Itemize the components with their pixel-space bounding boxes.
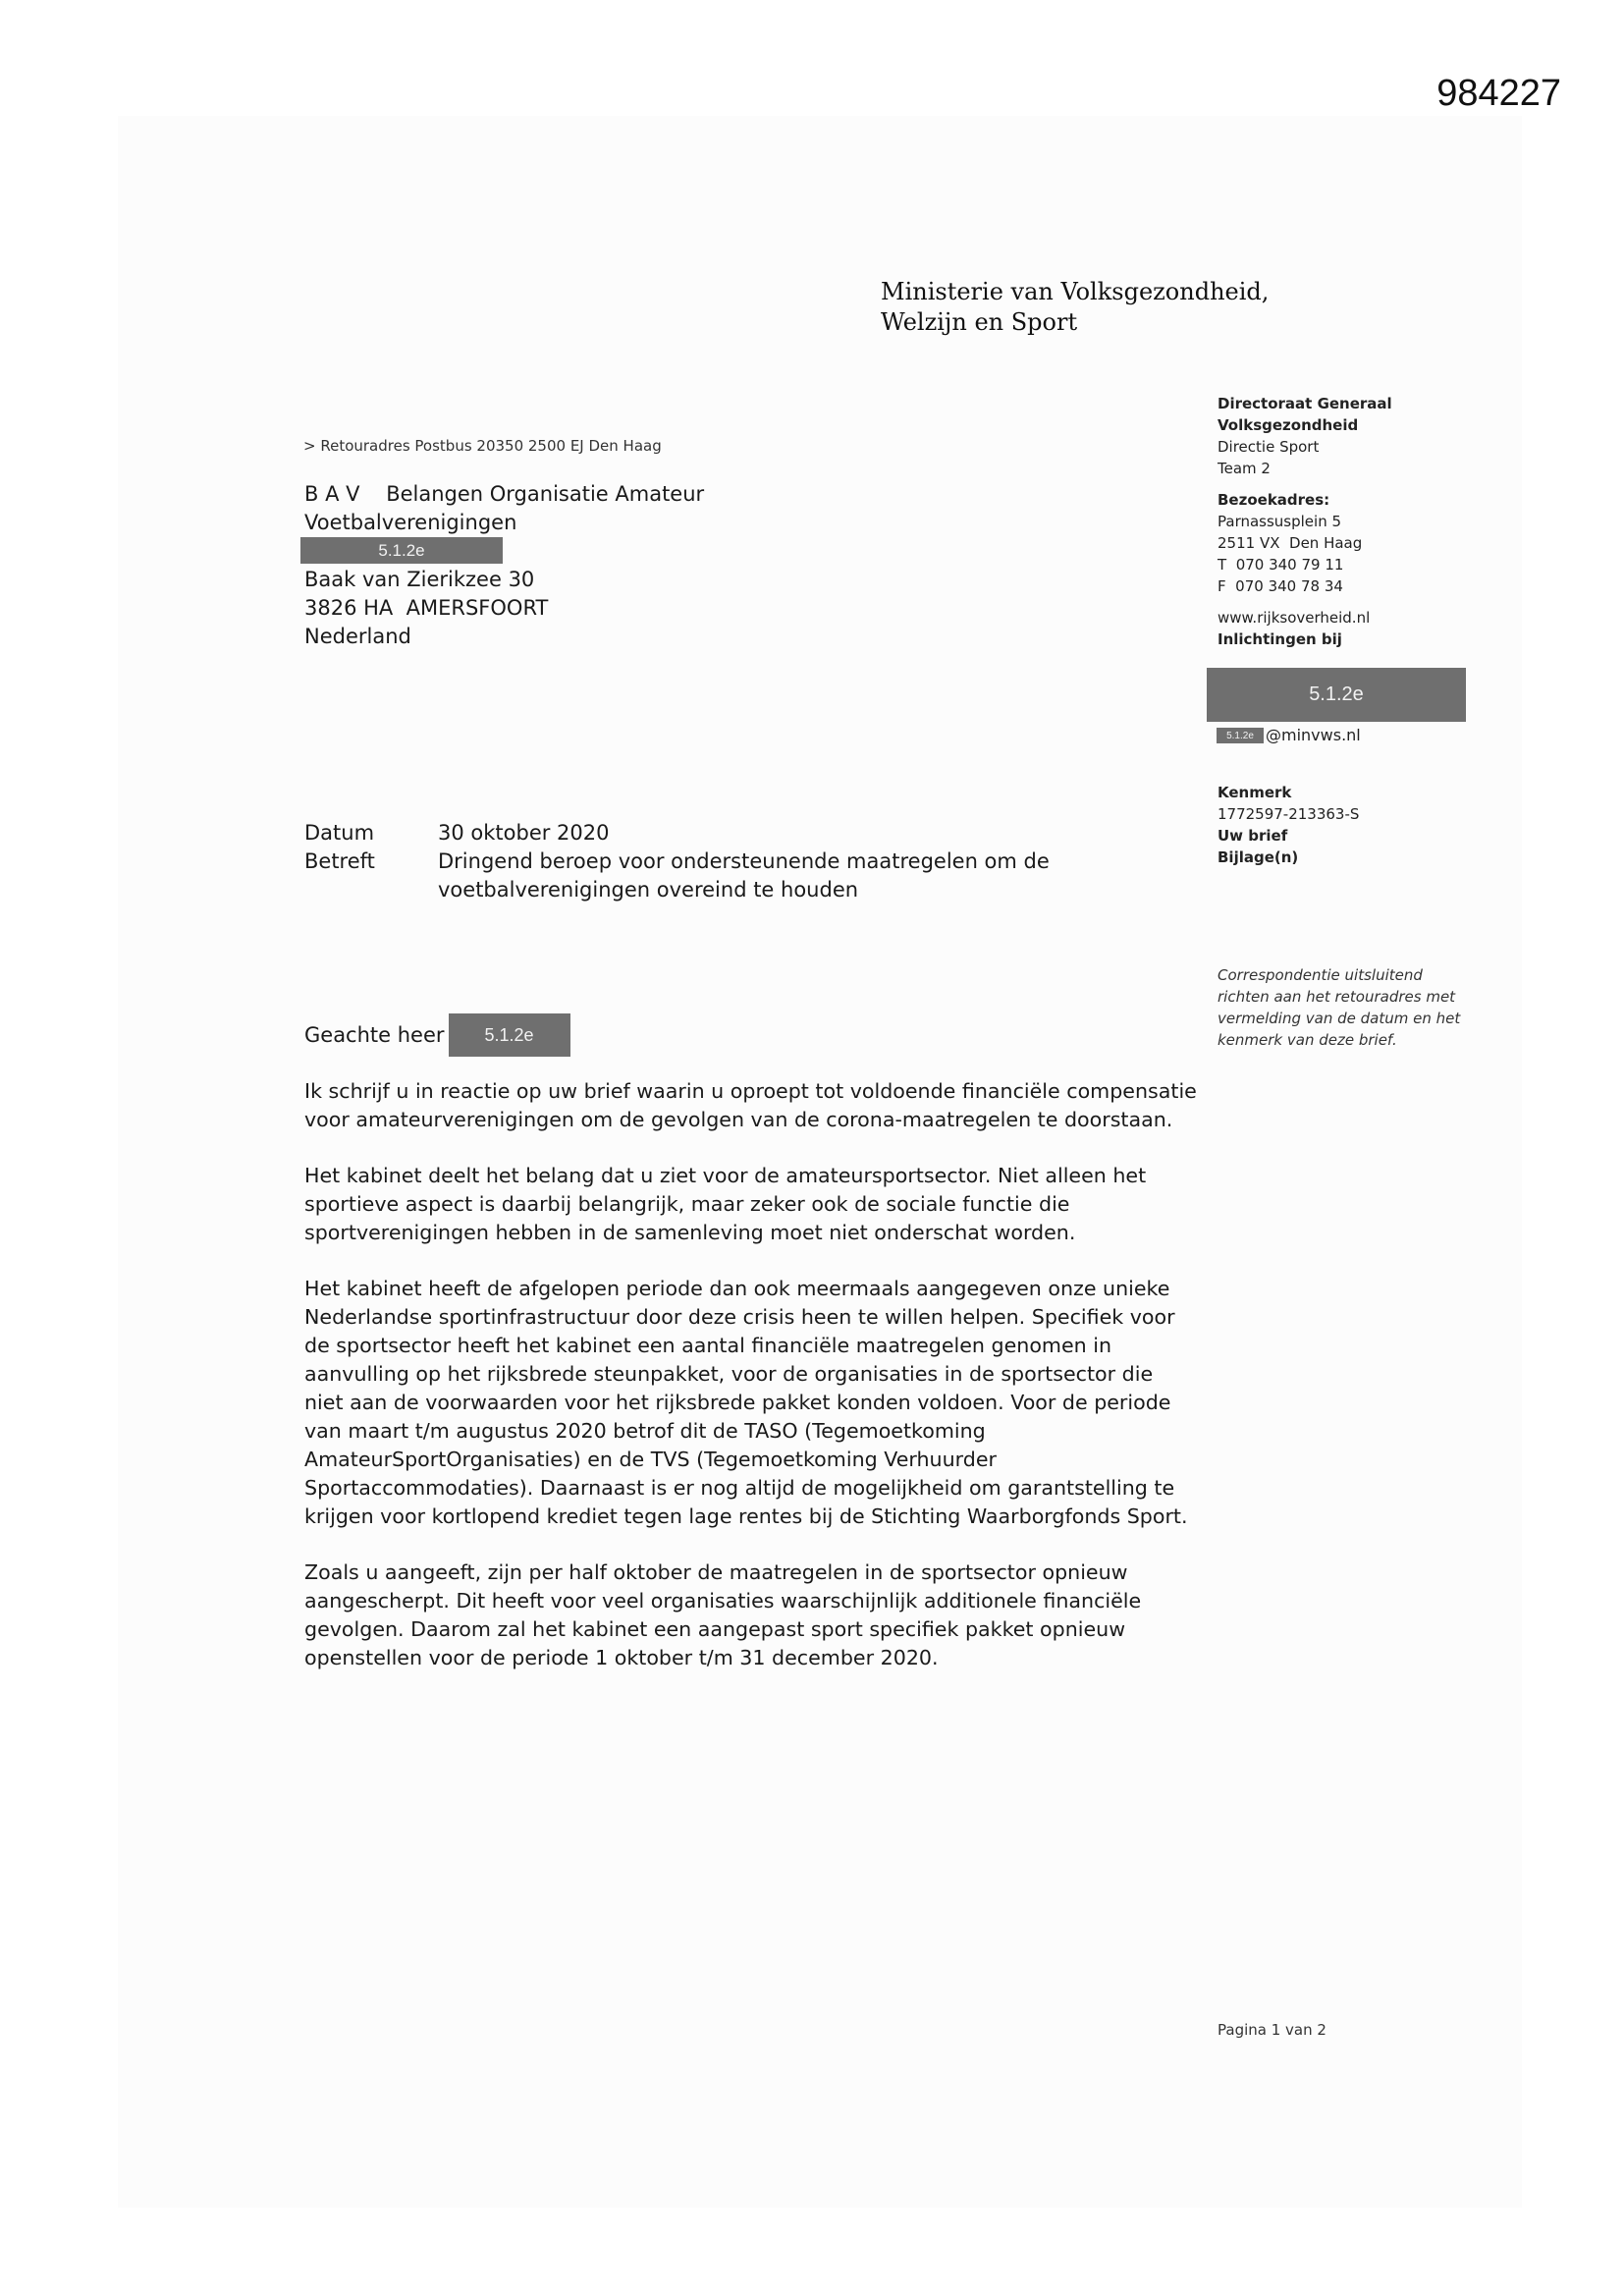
phone-number: T 070 340 79 11	[1218, 556, 1344, 574]
return-address: > Retouradres Postbus 20350 2500 EJ Den Haag	[303, 437, 662, 455]
directie: Directie Sport	[1218, 438, 1320, 456]
greeting-text: Geachte heer	[304, 1023, 445, 1047]
bezoekadres-label: Bezoekadres:	[1218, 491, 1330, 509]
correspondence-note: Correspondentie uitsluitend richten aan het retouradres met vermelding van de datum en het kenmerk van deze brief.	[1218, 966, 1461, 1049]
sender-sidebar	[1218, 393, 1483, 650]
recipient-line-2: Voetbalverenigingen	[304, 511, 517, 534]
reference-block	[1218, 782, 1483, 868]
betreft-value: Dringend beroep voor ondersteunende maatregelen om de voetbalverenigingen overeind te houden	[438, 849, 1050, 902]
recipient-country: Nederland	[304, 625, 411, 648]
bezoekadres-city: 2511 VX Den Haag	[1218, 534, 1363, 552]
recipient-address	[304, 480, 704, 651]
ministry-line-1: Ministerie van Volksgezondheid,	[881, 278, 1270, 305]
letter-meta	[304, 819, 1066, 904]
body-paragraph: Het kabinet deelt het belang dat u ziet voor de amateursportsector. Niet alleen het sportieve aspect is daarbij belangrijk, maar zeker ook de sociale functie die sportverenigingen hebben in de samenleving moet niet onderschat worden.	[304, 1164, 1147, 1244]
bijlage-label: Bijlage(n)	[1218, 848, 1299, 866]
redaction-box: 5.1.2e	[300, 537, 503, 564]
redaction-box: 5.1.2e	[449, 1013, 570, 1057]
recipient-street: Baak van Zierikzee 30	[304, 568, 535, 591]
body-paragraph: Ik schrijf u in reactie op uw brief waarin u oproept tot voldoende financiële compensatie voor amateurverenigingen om de gevolgen van de corona-maatregelen te doorstaan.	[304, 1079, 1197, 1131]
datum-label: Datum	[304, 821, 375, 845]
fax-number: F 070 340 78 34	[1218, 577, 1343, 595]
ministry-name	[881, 277, 1269, 338]
datum-value: 30 oktober 2020	[438, 821, 610, 845]
ministry-line-2: Welzijn en Sport	[881, 308, 1078, 336]
redaction-box: 5.1.2e	[1217, 728, 1264, 743]
body-paragraph: Het kabinet heeft de afgelopen periode dan ook meermaals aangegeven onze unieke Nederlandse sportinfrastructuur door deze crisis heen te willen helpen. Specifiek voor de sportsector heeft het kabinet een aantal financiële maatregelen genomen in aanvulling op het rijksbrede steunpakket, voor de organisaties in de sportsector die niet aan de voorwaarden voor het rijksbrede pakket konden voldoen. Voor de periode van maart t/m augustus 2020 betrof dit de TASO (Tegemoetkoming AmateurSportOrganisaties) en de TVS (Tegemoetkoming Verhuurder Sportaccommodaties). Daarnaast is er nog altijd de mogelijkheid om garantstelling te krijgen voor kortlopend krediet tegen lage rentes bij de Stichting Waarborgfonds Sport.	[304, 1277, 1188, 1528]
betreft-label: Betreft	[304, 849, 375, 873]
recipient-line-1: B A V Belangen Organisatie Amateur	[304, 482, 705, 506]
document-id: 984227	[1436, 73, 1561, 114]
letter-body	[304, 1077, 1198, 1700]
inlichtingen-label: Inlichtingen bij	[1218, 630, 1342, 648]
page-number: Pagina 1 van 2	[1218, 2021, 1326, 2039]
team: Team 2	[1218, 460, 1271, 477]
bezoekadres-street: Parnassusplein 5	[1218, 513, 1342, 530]
recipient-city: 3826 HA AMERSFOORT	[304, 596, 549, 620]
body-paragraph: Zoals u aangeeft, zijn per half oktober de maatregelen in de sportsector opnieuw aangescherpt. Dit heeft voor veel organisaties waarschijnlijk additionele financiële gevolgen. Daarom zal het kabinet een aangepast sport specifiek pakket opnieuw openstellen voor de periode 1 oktober t/m 31 december 2020.	[304, 1560, 1142, 1669]
redaction-box: 5.1.2e	[1207, 668, 1466, 722]
kenmerk-label: Kenmerk	[1218, 784, 1292, 801]
greeting	[304, 1013, 570, 1057]
email-suffix: @minvws.nl	[1266, 726, 1361, 744]
website-link[interactable]: www.rijksoverheid.nl	[1218, 609, 1371, 627]
dept-line-2: Volksgezondheid	[1218, 416, 1359, 434]
kenmerk-value: 1772597-213363-S	[1218, 805, 1360, 823]
uw-brief-label: Uw brief	[1218, 827, 1288, 845]
dept-line-1: Directoraat Generaal	[1218, 395, 1392, 412]
